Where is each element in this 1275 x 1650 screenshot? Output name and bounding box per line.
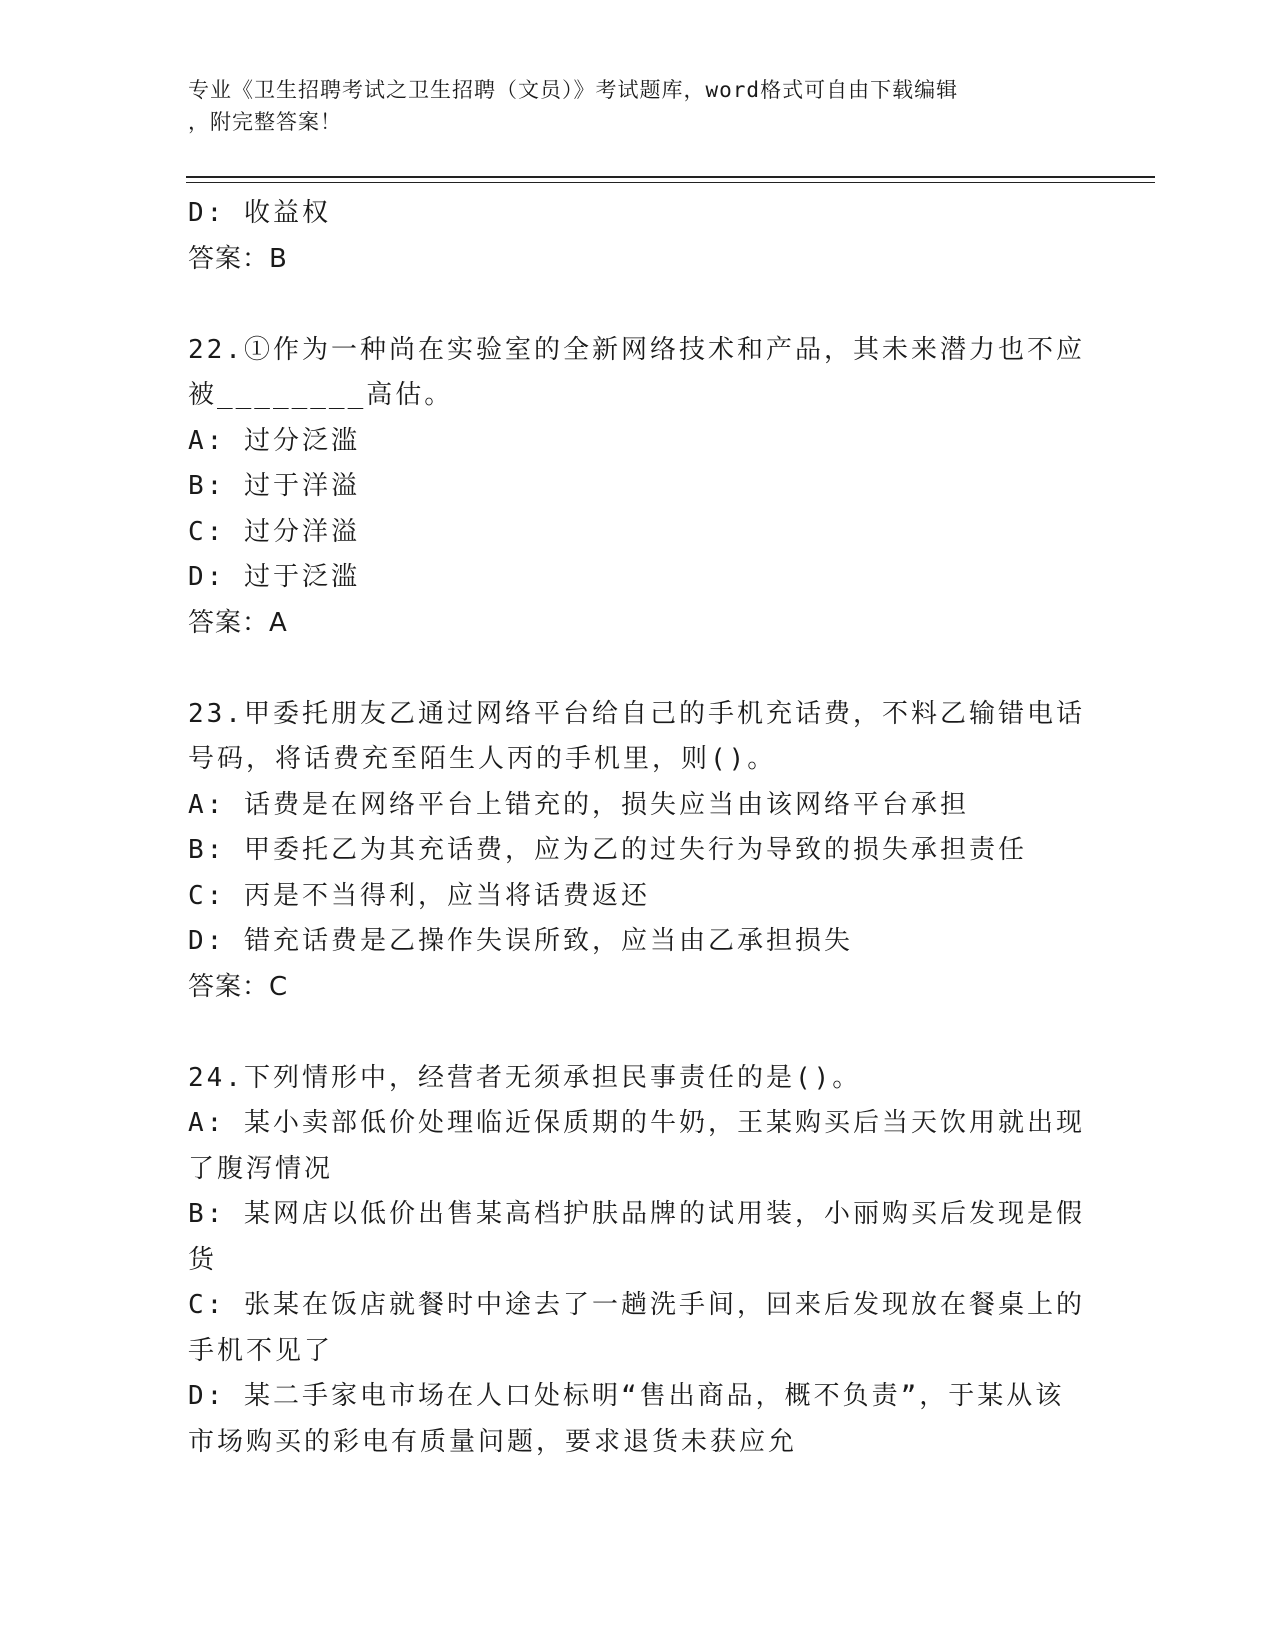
question-24 [188,1056,1088,1466]
question-22-option-a: A: 过分泛滥 [188,425,360,456]
question-23 [188,692,1088,1011]
question-23-line-2: 号码，将话费充至陌生人丙的手机里，则()。 [188,744,777,774]
question-24-option-a-line-1: A: 某小卖部低价处理临近保质期的牛奶，王某购买后当天饮用就出现 [188,1108,1085,1138]
question-22-line-1: 22.①作为一种尚在实验室的全新网络技术和产品，其未来潜力也不应 [188,334,1085,365]
question-23-option-d: D: 错充话费是乙操作失误所致，应当由乙承担损失 [188,926,853,956]
question-22-option-b: B: 过于洋溢 [188,471,360,501]
question-23-line-1: 23.甲委托朋友乙通过网络平台给自己的手机充话费，不料乙输错电话 [188,698,1085,729]
question-24-option-c-line-1: C: 张某在饭店就餐时中途去了一趟洗手间，回来后发现放在餐桌上的 [188,1290,1085,1320]
question-23-option-a: A: 话费是在网络平台上错充的，损失应当由该网络平台承担 [188,789,969,820]
question-22 [188,328,1088,647]
header-rule-thick [186,176,1155,178]
question-22-option-c: C: 过分洋溢 [188,516,360,547]
question-24-option-a-line-2: 了腹泻情况 [188,1153,334,1184]
prev-answer: 答案：B [188,243,288,274]
question-23-option-b: B: 甲委托乙为其充话费，应为乙的过失行为导致的损失承担责任 [188,835,1027,865]
prev-option-d: D: 收益权 [188,198,331,228]
header-line-2: ，附完整答案！ [188,110,342,134]
question-24-option-c-line-2: 手机不见了 [188,1335,334,1366]
header-line-1: 专业《卫生招聘考试之卫生招聘（文员）》考试题库，word格式可自由下载编辑 [188,78,959,102]
question-24-option-b-line-1: B: 某网店以低价出售某高档护肤品牌的试用装，小丽购买后发现是假 [188,1199,1085,1229]
question-content [188,191,1088,1465]
question-24-option-b-line-2: 货 [188,1244,218,1275]
question-24-option-d-line-2: 市场购买的彩电有质量问题，要求退货未获应允 [188,1426,798,1457]
question-24-option-d-line-1: D: 某二手家电市场在人口处标明“售出商品，概不负责”，于某从该 [188,1381,1065,1411]
question-23-option-c: C: 丙是不当得利，应当将话费返还 [188,880,650,911]
question-22-option-d: D: 过于泛滥 [188,562,360,592]
header-rule-thin [186,182,1155,183]
question-22-answer: 答案：A [188,607,288,638]
document-header [188,74,1088,138]
question-22-line-2: 被________高估。 [188,380,454,410]
question-24-line-1: 24.下列情形中，经营者无须承担民事责任的是()。 [188,1062,862,1093]
question-23-answer: 答案：C [188,971,289,1002]
